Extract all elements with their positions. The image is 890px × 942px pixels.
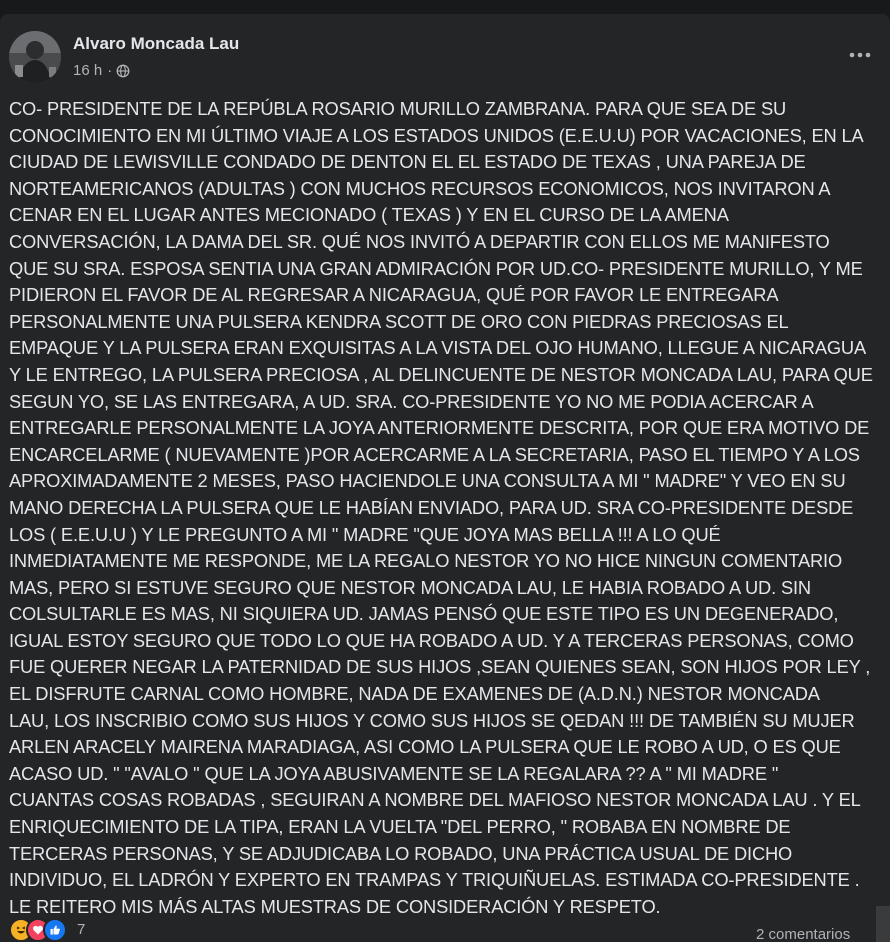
avatar-photo-icon — [9, 31, 61, 83]
more-options-button[interactable] — [840, 40, 880, 70]
reaction-count[interactable]: 7 — [77, 921, 86, 938]
post-meta — [73, 61, 130, 81]
author-avatar[interactable] — [9, 31, 61, 83]
more-horizontal-icon — [849, 52, 871, 58]
like-reaction-icon — [43, 918, 67, 942]
reactions-summary[interactable] — [9, 918, 85, 942]
author-name[interactable]: Alvaro Moncada Lau — [73, 34, 240, 53]
meta-separator: · — [107, 62, 113, 79]
post-text: CO- PRESIDENTE DE LA REPÚBLA ROSARIO MURILLO ZAMBRANA. PARA QUE SEA DE SU CONOCIMIENTO EN MI ÚLTIMO VIAJE A LOS ESTADOS UNIDOS (E.E.U.U) POR VACACIONES, EN LA CIUDAD DE LEWISVILLE CONDADO DE DENTON EL EL ESTADO DE TEXAS , UNA PAREJA DE NORTEAMERICANOS (ADULTAS ) CON MUCHOS RECURSOS ECONOMICOS, NOS INVITARON A CENAR EN EL LUGAR ANTES MECIONADO ( TEXAS ) Y EN EL CURSO DE LA AMENA CONVERSACIÓN, LA DAMA DEL SR. QUÉ NOS INVITÓ A DEPARTIR CON ELLOS ME MANIFESTO QUE SU SRA. ESPOSA SENTIA UNA GRAN ADMIRACIÓN POR UD.CO- PRESIDENTE MURILLO, Y ME PIDIERON EL FAVOR DE AL REGRESAR A NICARAGUA, QUÉ POR FAVOR LE ENTREGARA PERSONALMENTE UNA PULSERA KENDRA SCOTT DE ORO CON PIEDRAS PRECIOSAS EL EMPAQUE Y LA PULSERA ERAN EXQUISITAS A LA VISTA DEL OJO HUMANO, LLEGUE A NICARAGUA Y LE ENTREGO, LA PULSERA PRECIOSA , AL DELINCUENTE DE NESTOR MONCADA LAU, PARA QUE SEGUN YO, SE LAS ENTREGARA, A UD. SRA. CO-PRESIDENTE YO NO ME PODIA ACERCAR A ENTREGARLE PERSONALMENTE LA JOYA ANTERIORMENTE DESCRITA, POR QUE ERA MOTIVO DE ENCARCELARME ( NUEVAMENTE )POR ACERCARME A LA SECRETARIA, PASO EL TIEMPO Y A LOS APROXIMADAMENTE 2 MESES, PASO HACIENDOLE UNA CONSULTA A MI " MADRE" Y VEO EN SU MANO DERECHA LA PULSERA QUE LE HABÍAN ENVIADO, PARA UD. SRA CO-PRESIDENTE DESDE LOS ( E.E.U.U ) Y LE PREGUNTO A MI " MADRE "QUE JOYA MAS BELLA !!! A LO QUÉ INMEDIATAMENTE ME RESPONDE, ME LA REGALO NESTOR YO NO HICE NINGUN COMENTARIO MAS, PERO SI ESTUVE SEGURO QUE NESTOR MONCADA LAU, LE HABIA ROBADO A UD. SIN COLSULTARLE ES MAS, NI SIQUIERA UD. JAMAS PENSÓ QUE ESTE TIPO ES UN DEGENERADO, IGUAL ESTOY SEGURO QUE TODO LO QUE HA ROBADO A UD. Y A TERCERAS PERSONAS, COMO FUE QUERER NEGAR LA PATERNIDAD DE SUS HIJOS ,SEAN QUIENES SEAN, SON HIJOS POR LEY , EL DISFRUTE CARNAL COMO HOMBRE, NADA DE EXAMENES DE (A.D.N.) NESTOR MONCADA LAU, LOS INSCRIBIO COMO SUS HIJOS Y COMO SUS HIJOS SE QEDAN !!! DE TAMBIÉN SU MUJER ARLEN ARACELY MAIRENA MARADIAGA, ASI COMO LA PULSERA QUE LE ROBO A UD, O ES QUE ACASO UD. " "AVALO " QUE LA JOYA ABUSIVAMENTE SE LA REGALARA ?? A " MI MADRE " CUANTAS COSAS ROBADAS , SEGUIRAN A NOMBRE DEL MAFIOSO NESTOR MONCADA LAU . Y EL ENRIQUECIMIENTO DE LA TIPA, ERAN LA VUELTA "DEL PERRO, " ROBABA EN NOMBRE DE TERCERAS PERSONAS, Y SE ADJUDICABA LO ROBADO, UNA PRÁCTICA USUAL DE DICHO INDIVIDUO, EL LADRÓN Y EXPERTO EN TRAMPAS Y TRIQUIÑUELAS. ESTIMADA CO-PRESIDENTE . LE REITERO MIS MÁS ALTAS MUESTRAS DE CONSIDERACIÓN Y RESPETO. — [9, 98, 873, 917]
post-card — [0, 14, 890, 942]
comment-count[interactable]: 2 comentarios — [756, 926, 851, 942]
globe-icon[interactable] — [116, 64, 130, 78]
post-timestamp[interactable]: 16 h — [73, 62, 103, 79]
scrollbar-thumb[interactable] — [876, 906, 890, 942]
